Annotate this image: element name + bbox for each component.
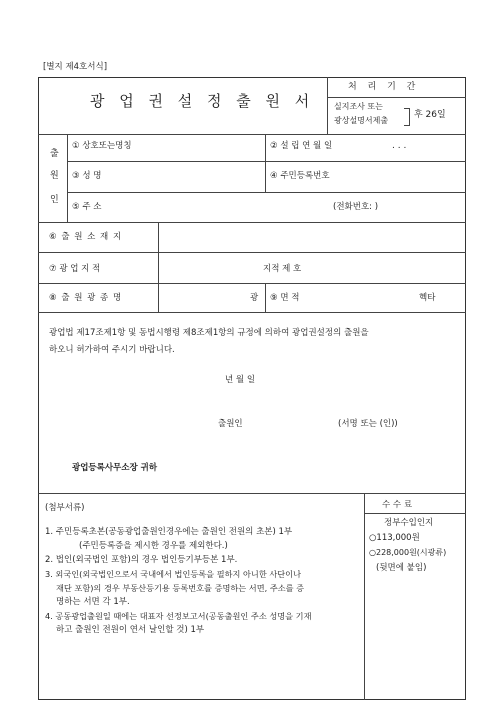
processing-condition-2: 광상설명서제출 xyxy=(334,116,389,125)
area-unit: 헥타 xyxy=(419,293,436,303)
attachment-1-line-2: (주민등록증을 제시한 경우를 제외한다.) xyxy=(79,541,228,551)
fee-header: 수 수 료 xyxy=(382,500,413,510)
field-business-name: ① 상호또는명칭 xyxy=(72,141,132,151)
form-label: [별지 제4호서식] xyxy=(43,62,108,72)
processing-duration: 후 26일 xyxy=(414,110,446,120)
date-line: 년 월 일 xyxy=(225,375,256,385)
attachments-header: (첨부서류) xyxy=(45,503,85,513)
attachment-2: 2. 법인(외국법인 포함)의 경우 법인등기부등본 1부. xyxy=(45,555,238,565)
attachment-4-line-1: 4. 공동광업출원일 때에는 대표자 선정보고서(공동출원인 주소 성명을 기재 xyxy=(45,611,312,621)
processing-period-header: 처 리 기 간 xyxy=(348,82,420,92)
field-name: ③ 성 명 xyxy=(72,171,102,181)
processing-condition-1: 실지조사 또는 xyxy=(334,102,383,111)
field-establish-date: ② 설 립 연 월 일 xyxy=(270,141,333,151)
map-number: 지적 제 호 xyxy=(263,264,302,274)
field-mining-map: ⑦ 광 업 지 적 xyxy=(49,264,101,274)
statement-line-1: 광업법 제17조제1항 및 동법시행령 제8조제1항의 규정에 의하여 광업권설정의 출원을 xyxy=(49,328,369,338)
attachment-3-line-2: 재단 포함)의 경우 부동산등기용 등록번호를 증명하는 서면, 주소를 증 xyxy=(56,583,305,593)
applicant-side-label-2: 원 xyxy=(50,171,59,181)
attachment-1-line-1: 1. 주민등록초본(공동광업출원인경우에는 출원인 전원의 초본) 1부 xyxy=(45,527,293,537)
applicant-side-label-1: 출 xyxy=(50,149,59,159)
field-address: ⑤ 주 소 xyxy=(72,202,102,212)
attachment-4-line-2: 하고 출원인 전원이 연서 날인할 것) 1부 xyxy=(56,625,205,635)
fee-amount-1: ○113,000원 xyxy=(369,533,420,543)
field-location: ⑥ 출 원 소 재 지 xyxy=(49,232,123,242)
form-title: 광 업 권 설 정 출 원 서 xyxy=(90,92,315,110)
applicant-side-label-3: 인 xyxy=(50,195,59,205)
date-dots: . . . xyxy=(392,141,407,151)
field-resident-number: ④ 주민등록번호 xyxy=(270,171,330,181)
attachment-3-line-3: 명하는 서면 각 1부. xyxy=(56,597,130,607)
field-phone: (전화번호: ) xyxy=(333,202,379,212)
fee-stamp-label: 정부수입인지 xyxy=(384,518,434,528)
recipient: 광업등록사무소장 귀하 xyxy=(72,463,158,473)
attachment-3-line-1: 3. 외국인(외국법인으로서 국내에서 법인등록을 필하지 아니한 사단이나 xyxy=(45,569,301,579)
field-area: ⑨ 면 적 xyxy=(270,293,300,303)
fee-note: (뒷면에 붙임) xyxy=(376,563,427,573)
applicant-signature-label: 출원인 xyxy=(218,419,243,429)
field-ore-type: ⑧ 출 원 광 종 명 xyxy=(49,293,123,303)
ore-unit: 광 xyxy=(250,293,259,303)
statement-line-2: 하오니 허가하여 주시기 바랍니다. xyxy=(49,345,175,355)
signature-note: (서명 또는 (인)) xyxy=(338,419,398,429)
fee-amount-2: ○228,000원(시광류) xyxy=(369,548,447,557)
bracket-mark xyxy=(404,108,410,126)
